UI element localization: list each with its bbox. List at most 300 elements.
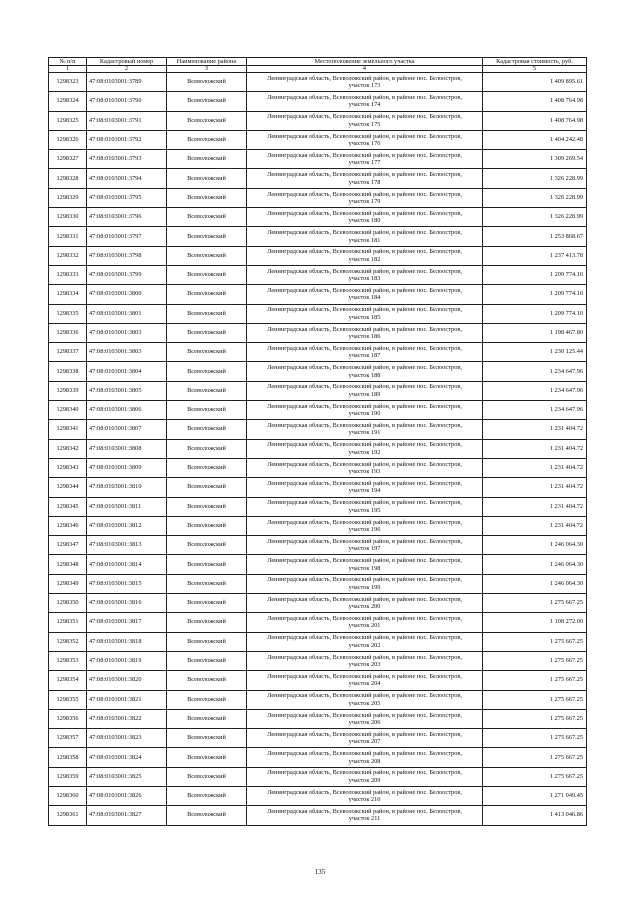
- location-address-text: Ленинградская область, Всеволожский район, в районе пос. Белоостров,: [267, 171, 462, 179]
- cadastral-number-cell: 47:08:0103001:3821: [87, 690, 167, 709]
- cadastral-cost-cell: 1 275 667.25: [483, 709, 587, 728]
- location-cell: [247, 478, 483, 497]
- location-cell: [247, 536, 483, 555]
- location-address-text: Ленинградская область, Всеволожский район, в районе пос. Белоостров,: [267, 460, 462, 468]
- district-cell: Всеволожский: [167, 709, 247, 728]
- location-cell: [247, 343, 483, 362]
- cadastral-cost-cell: 1 209 774.10: [483, 285, 587, 304]
- row-number-cell: 1298338: [49, 362, 87, 381]
- location-plot-text: участок 209: [348, 776, 381, 784]
- table-row: [49, 671, 587, 690]
- location-cell: [247, 304, 483, 323]
- district-cell: Всеволожский: [167, 420, 247, 439]
- table-row: [49, 208, 587, 227]
- cadastral-cost-cell: 1 231 404.72: [483, 497, 587, 516]
- location-address-text: Ленинградская область, Всеволожский район, в районе пос. Белоостров,: [267, 808, 462, 816]
- location-plot-text: участок 188: [348, 371, 381, 379]
- row-number-cell: 1298342: [49, 439, 87, 458]
- location-address-text: Ленинградская область, Всеволожский район, в районе пос. Белоостров,: [267, 306, 462, 314]
- location-address-text: Ленинградская область, Всеволожский район, в районе пос. Белоостров,: [267, 595, 462, 603]
- location-plot-text: участок 179: [348, 197, 381, 205]
- location-cell: [247, 574, 483, 593]
- location-address-text: Ленинградская область, Всеволожский район, в районе пос. Белоостров,: [267, 518, 462, 526]
- cadastral-cost-cell: 1 234 647.96: [483, 362, 587, 381]
- row-number-cell: 1298344: [49, 478, 87, 497]
- location-plot-text: участок 193: [348, 468, 381, 476]
- location-plot-text: участок 183: [348, 275, 381, 283]
- district-cell: Всеволожский: [167, 401, 247, 420]
- cadastral-number-cell: 47:08:0103001:3827: [87, 806, 167, 825]
- row-number-cell: 1298333: [49, 265, 87, 284]
- table-row: [49, 227, 587, 246]
- district-cell: Всеволожский: [167, 555, 247, 574]
- table-row: [49, 555, 587, 574]
- location-address-text: Ленинградская область, Всеволожский район, в районе пос. Белоостров,: [267, 576, 462, 584]
- location-plot-text: участок 186: [348, 333, 381, 340]
- location-plot-text: участок 211: [348, 815, 381, 823]
- location-cell: [247, 188, 483, 207]
- location-cell: [247, 748, 483, 767]
- location-plot-text: участок 203: [348, 661, 381, 669]
- cadastral-cost-cell: 1 246 064.30: [483, 536, 587, 555]
- location-address-text: Ленинградская область, Всеволожский район, в районе пос. Белоостров,: [267, 344, 462, 352]
- table-row: [49, 304, 587, 323]
- table-row: [49, 246, 587, 265]
- cadastral-number-cell: 47:08:0103001:3792: [87, 130, 167, 149]
- header-location: Местоположение земельного участка: [247, 58, 483, 66]
- cadastral-number-cell: 47:08:0103001:3799: [87, 265, 167, 284]
- location-address-text: Ленинградская область, Всеволожский район, в районе пос. Белоостров,: [267, 537, 462, 545]
- location-plot-text: участок 205: [348, 699, 381, 707]
- row-number-cell: 1298349: [49, 574, 87, 593]
- location-plot-text: участок 189: [348, 390, 381, 398]
- cadastral-number-cell: 47:08:0103001:3807: [87, 420, 167, 439]
- header-district: Наименование района: [167, 58, 247, 66]
- row-number-cell: 1298329: [49, 188, 87, 207]
- header-num: № п/п: [49, 58, 87, 66]
- location-plot-text: участок 184: [348, 294, 381, 302]
- cadastral-number-cell: 47:08:0103001:3791: [87, 111, 167, 130]
- location-cell: [247, 323, 483, 342]
- location-address-text: Ленинградская область, Всеволожский район, в районе пос. Белоостров,: [267, 692, 462, 700]
- location-address-text: Ленинградская область, Всеволожский район, в районе пос. Белоостров,: [267, 383, 462, 391]
- row-number-cell: 1298354: [49, 671, 87, 690]
- location-address-text: Ленинградская область, Всеволожский район, в районе пос. Белоостров,: [267, 287, 462, 294]
- location-address-text: Ленинградская область, Всеволожский район, в районе пос. Белоостров,: [267, 634, 462, 642]
- cadastral-cost-cell: 1 231 404.72: [483, 458, 587, 477]
- district-cell: Всеволожский: [167, 767, 247, 786]
- district-cell: Всеволожский: [167, 632, 247, 651]
- table-row: [49, 729, 587, 748]
- location-plot-text: участок 190: [348, 410, 381, 418]
- column-number: 5: [483, 66, 587, 73]
- cadastral-value-table: [48, 57, 587, 826]
- cadastral-number-cell: 47:08:0103001:3801: [87, 304, 167, 323]
- table-row: [49, 343, 587, 362]
- location-cell: [247, 246, 483, 265]
- cadastral-number-cell: 47:08:0103001:3824: [87, 748, 167, 767]
- cadastral-cost-cell: 1 231 404.72: [483, 420, 587, 439]
- cadastral-number-cell: 47:08:0103001:3816: [87, 594, 167, 613]
- cadastral-cost-cell: 1 275 667.25: [483, 729, 587, 748]
- row-number-cell: 1298357: [49, 729, 87, 748]
- cadastral-number-cell: 47:08:0103001:3822: [87, 709, 167, 728]
- cadastral-number-cell: 47:08:0103001:3825: [87, 767, 167, 786]
- location-cell: [247, 690, 483, 709]
- district-cell: Всеволожский: [167, 111, 247, 130]
- cadastral-cost-cell: 1 231 404.72: [483, 516, 587, 535]
- row-number-cell: 1298353: [49, 651, 87, 670]
- table-row: [49, 786, 587, 805]
- cadastral-number-cell: 47:08:0103001:3796: [87, 208, 167, 227]
- cadastral-cost-cell: 1 413 046.86: [483, 806, 587, 825]
- cadastral-number-cell: 47:08:0103001:3803: [87, 323, 167, 342]
- location-plot-text: участок 175: [348, 120, 381, 128]
- location-cell: [247, 613, 483, 632]
- district-cell: Всеволожский: [167, 478, 247, 497]
- row-number-cell: 1298330: [49, 208, 87, 227]
- header-cadastral-number: Кадастровый номер: [87, 58, 167, 66]
- table-row: [49, 169, 587, 188]
- cadastral-number-cell: 47:08:0103001:3817: [87, 613, 167, 632]
- cadastral-cost-cell: 1 309 269.54: [483, 150, 587, 169]
- district-cell: Всеволожский: [167, 516, 247, 535]
- location-cell: [247, 439, 483, 458]
- district-cell: Всеволожский: [167, 613, 247, 632]
- location-cell: [247, 401, 483, 420]
- cadastral-cost-cell: 1 326 228.99: [483, 188, 587, 207]
- location-address-text: Ленинградская область, Всеволожский район, в районе пос. Белоостров,: [267, 499, 462, 507]
- location-address-text: Ленинградская область, Всеволожский район, в районе пос. Белоостров,: [267, 190, 462, 198]
- column-number: 4: [247, 66, 483, 73]
- table-row: [49, 439, 587, 458]
- district-cell: Всеволожский: [167, 786, 247, 805]
- district-cell: Всеволожский: [167, 381, 247, 400]
- location-cell: [247, 150, 483, 169]
- district-cell: Всеволожский: [167, 594, 247, 613]
- location-plot-text: участок 199: [348, 583, 381, 591]
- location-address-text: Ленинградская область, Всеволожский район, в районе пос. Белоостров,: [267, 113, 462, 121]
- row-number-cell: 1298351: [49, 613, 87, 632]
- table-row: [49, 420, 587, 439]
- cadastral-cost-cell: 1 209 774.10: [483, 304, 587, 323]
- location-plot-text: участок 178: [348, 178, 381, 186]
- header-cadastral-cost: Кадастровая стоимость, руб.: [483, 58, 587, 66]
- location-cell: [247, 729, 483, 748]
- table-row: [49, 574, 587, 593]
- cadastral-number-cell: 47:08:0103001:3793: [87, 150, 167, 169]
- cadastral-cost-cell: 1 408 764.98: [483, 92, 587, 111]
- cadastral-cost-cell: 1 271 049.45: [483, 786, 587, 805]
- district-cell: Всеволожский: [167, 304, 247, 323]
- column-number-row: [49, 66, 587, 73]
- location-plot-text: участок 208: [348, 757, 381, 765]
- location-cell: [247, 555, 483, 574]
- district-cell: Всеволожский: [167, 188, 247, 207]
- cadastral-cost-cell: 1 275 667.25: [483, 651, 587, 670]
- location-plot-text: участок 180: [348, 217, 381, 225]
- district-cell: Всеволожский: [167, 169, 247, 188]
- cadastral-cost-cell: 1 230 125.44: [483, 343, 587, 362]
- district-cell: Всеволожский: [167, 265, 247, 284]
- cadastral-number-cell: 47:08:0103001:3798: [87, 246, 167, 265]
- table-row: [49, 458, 587, 477]
- cadastral-cost-cell: 1 231 404.72: [483, 439, 587, 458]
- row-number-cell: 1298325: [49, 111, 87, 130]
- cadastral-number-cell: 47:08:0103001:3809: [87, 458, 167, 477]
- location-address-text: Ленинградская область, Всеволожский район, в районе пос. Белоостров,: [267, 229, 462, 237]
- table-row: [49, 497, 587, 516]
- table-row: [49, 594, 587, 613]
- cadastral-cost-cell: 1 231 404.72: [483, 478, 587, 497]
- row-number-cell: 1298334: [49, 285, 87, 304]
- cadastral-cost-cell: 1 198 467.80: [483, 323, 587, 342]
- cadastral-cost-cell: 1 253 868.67: [483, 227, 587, 246]
- cadastral-cost-cell: 1 404 242.48: [483, 130, 587, 149]
- table-row: [49, 613, 587, 632]
- district-cell: Всеволожский: [167, 671, 247, 690]
- location-address-text: Ленинградская область, Всеволожский район, в районе пос. Белоостров,: [267, 788, 462, 796]
- cadastral-number-cell: 47:08:0103001:3812: [87, 516, 167, 535]
- location-address-text: Ленинградская область, Всеволожский район, в районе пос. Белоостров,: [267, 364, 462, 372]
- location-plot-text: участок 196: [348, 525, 381, 533]
- location-cell: [247, 381, 483, 400]
- location-plot-text: участок 197: [348, 545, 381, 553]
- district-cell: Всеволожский: [167, 651, 247, 670]
- location-address-text: Ленинградская область, Всеволожский район, в районе пос. Белоостров,: [267, 94, 462, 102]
- cadastral-number-cell: 47:08:0103001:3797: [87, 227, 167, 246]
- location-cell: [247, 169, 483, 188]
- cadastral-number-cell: 47:08:0103001:3795: [87, 188, 167, 207]
- row-number-cell: 1298332: [49, 246, 87, 265]
- row-number-cell: 1298343: [49, 458, 87, 477]
- location-plot-text: участок 192: [348, 448, 381, 456]
- location-plot-text: участок 202: [348, 641, 381, 649]
- row-number-cell: 1298326: [49, 130, 87, 149]
- location-plot-text: участок 204: [348, 680, 381, 688]
- row-number-cell: 1298347: [49, 536, 87, 555]
- location-plot-text: участок 210: [348, 796, 381, 804]
- table-row: [49, 767, 587, 786]
- location-address-text: Ленинградская область, Всеволожский район, в районе пос. Белоостров,: [267, 750, 462, 758]
- cadastral-number-cell: 47:08:0103001:3803: [87, 343, 167, 362]
- cadastral-number-cell: 47:08:0103001:3806: [87, 401, 167, 420]
- row-number-cell: 1298360: [49, 786, 87, 805]
- cadastral-cost-cell: 1 275 667.25: [483, 748, 587, 767]
- table-row: [49, 265, 587, 284]
- location-address-text: Ленинградская область, Всеволожский район, в районе пос. Белоостров,: [267, 769, 462, 777]
- location-address-text: Ленинградская область, Всеволожский район, в районе пос. Белоостров,: [267, 151, 462, 159]
- location-plot-text: участок 206: [348, 718, 381, 726]
- row-number-cell: 1298345: [49, 497, 87, 516]
- cadastral-cost-cell: 1 209 774.10: [483, 265, 587, 284]
- cadastral-cost-cell: 1 275 667.25: [483, 671, 587, 690]
- table-body: [49, 73, 587, 826]
- row-number-cell: 1298335: [49, 304, 87, 323]
- cadastral-cost-cell: 1 108 272.00: [483, 613, 587, 632]
- cadastral-number-cell: 47:08:0103001:3811: [87, 497, 167, 516]
- location-cell: [247, 651, 483, 670]
- location-cell: [247, 92, 483, 111]
- table-row: [49, 362, 587, 381]
- location-cell: [247, 362, 483, 381]
- row-number-cell: 1298323: [49, 73, 87, 92]
- district-cell: Всеволожский: [167, 439, 247, 458]
- row-number-cell: 1298339: [49, 381, 87, 400]
- district-cell: Всеволожский: [167, 458, 247, 477]
- location-cell: [247, 208, 483, 227]
- district-cell: Всеволожский: [167, 806, 247, 825]
- location-cell: [247, 806, 483, 825]
- location-address-text: Ленинградская область, Всеволожский район, в районе пос. Белоостров,: [267, 209, 462, 217]
- table-row: [49, 285, 587, 304]
- location-cell: [247, 420, 483, 439]
- table-row: [49, 150, 587, 169]
- row-number-cell: 1298359: [49, 767, 87, 786]
- row-number-cell: 1298361: [49, 806, 87, 825]
- cadastral-cost-cell: 1 409 895.61: [483, 73, 587, 92]
- cadastral-number-cell: 47:08:0103001:3808: [87, 439, 167, 458]
- district-cell: Всеволожский: [167, 130, 247, 149]
- district-cell: Всеволожский: [167, 208, 247, 227]
- cadastral-cost-cell: 1 408 764.98: [483, 111, 587, 130]
- location-cell: [247, 671, 483, 690]
- location-plot-text: участок 200: [348, 603, 381, 611]
- location-plot-text: участок 185: [348, 313, 381, 321]
- location-address-text: Ленинградская область, Всеволожский район, в районе пос. Белоостров,: [267, 479, 462, 487]
- table-row: [49, 92, 587, 111]
- district-cell: Всеволожский: [167, 73, 247, 92]
- table-header: [49, 58, 587, 73]
- table-row: [49, 536, 587, 555]
- table-row: [49, 651, 587, 670]
- location-cell: [247, 594, 483, 613]
- table-row: [49, 323, 587, 342]
- row-number-cell: 1298358: [49, 748, 87, 767]
- cadastral-number-cell: 47:08:0103001:3813: [87, 536, 167, 555]
- district-cell: Всеволожский: [167, 285, 247, 304]
- location-address-text: Ленинградская область, Всеволожский район, в районе пос. Белоостров,: [267, 402, 462, 410]
- district-cell: Всеволожский: [167, 497, 247, 516]
- page-number: 135: [314, 868, 326, 876]
- location-plot-text: участок 195: [348, 506, 381, 514]
- table-row: [49, 188, 587, 207]
- row-number-cell: 1298348: [49, 555, 87, 574]
- cadastral-cost-cell: 1 237 413.78: [483, 246, 587, 265]
- cadastral-number-cell: 47:08:0103001:3794: [87, 169, 167, 188]
- column-number: 3: [167, 66, 247, 73]
- location-plot-text: участок 191: [348, 429, 381, 437]
- location-plot-text: участок 173: [348, 82, 381, 90]
- table-row: [49, 690, 587, 709]
- location-cell: [247, 111, 483, 130]
- location-plot-text: участок 187: [348, 352, 381, 360]
- cadastral-cost-cell: 1 275 667.25: [483, 594, 587, 613]
- location-plot-text: участок 181: [348, 236, 381, 244]
- location-address-text: Ленинградская область, Всеволожский район, в районе пос. Белоостров,: [267, 267, 462, 275]
- table-row: [49, 73, 587, 92]
- row-number-cell: 1298352: [49, 632, 87, 651]
- location-address-text: Ленинградская область, Всеволожский район, в районе пос. Белоостров,: [267, 132, 462, 140]
- row-number-cell: 1298327: [49, 150, 87, 169]
- district-cell: Всеволожский: [167, 92, 247, 111]
- cadastral-cost-cell: 1 275 667.25: [483, 690, 587, 709]
- location-cell: [247, 265, 483, 284]
- district-cell: Всеволожский: [167, 690, 247, 709]
- location-address-text: Ленинградская область, Всеволожский район, в районе пос. Белоостров,: [267, 248, 462, 256]
- cadastral-cost-cell: 1 275 667.25: [483, 632, 587, 651]
- cadastral-number-cell: 47:08:0103001:3818: [87, 632, 167, 651]
- cadastral-cost-cell: 1 234 647.96: [483, 381, 587, 400]
- row-number-cell: 1298346: [49, 516, 87, 535]
- location-cell: [247, 516, 483, 535]
- row-number-cell: 1298337: [49, 343, 87, 362]
- header-row: [49, 58, 587, 66]
- location-cell: [247, 285, 483, 304]
- cadastral-cost-cell: 1 326 228.99: [483, 208, 587, 227]
- cadastral-cost-cell: 1 326 228.99: [483, 169, 587, 188]
- row-number-cell: 1298355: [49, 690, 87, 709]
- location-plot-text: участок 207: [348, 738, 381, 746]
- table-row: [49, 111, 587, 130]
- location-address-text: Ленинградская область, Всеволожский район, в районе пос. Белоостров,: [267, 711, 462, 719]
- row-number-cell: 1298331: [49, 227, 87, 246]
- location-plot-text: участок 201: [348, 622, 381, 630]
- cadastral-cost-cell: 1 246 064.30: [483, 555, 587, 574]
- district-cell: Всеволожский: [167, 574, 247, 593]
- district-cell: Всеволожский: [167, 748, 247, 767]
- row-number-cell: 1298340: [49, 401, 87, 420]
- location-address-text: Ленинградская область, Всеволожский район, в районе пос. Белоостров,: [267, 615, 462, 623]
- location-cell: [247, 130, 483, 149]
- table-row: [49, 806, 587, 825]
- location-address-text: Ленинградская область, Всеволожский район, в районе пос. Белоостров,: [267, 74, 462, 82]
- location-cell: [247, 786, 483, 805]
- row-number-cell: 1298336: [49, 323, 87, 342]
- location-plot-text: участок 182: [348, 255, 381, 263]
- cadastral-number-cell: 47:08:0103001:3805: [87, 381, 167, 400]
- location-cell: [247, 73, 483, 92]
- location-cell: [247, 632, 483, 651]
- table-row: [49, 130, 587, 149]
- cadastral-cost-cell: 1 234 647.96: [483, 401, 587, 420]
- district-cell: Всеволожский: [167, 246, 247, 265]
- location-address-text: Ленинградская область, Всеволожский район, в районе пос. Белоостров,: [267, 653, 462, 661]
- location-plot-text: участок 177: [348, 159, 381, 167]
- location-address-text: Ленинградская область, Всеволожский район, в районе пос. Белоостров,: [267, 325, 462, 333]
- row-number-cell: 1298328: [49, 169, 87, 188]
- cadastral-number-cell: 47:08:0103001:3815: [87, 574, 167, 593]
- row-number-cell: 1298356: [49, 709, 87, 728]
- district-cell: Всеволожский: [167, 343, 247, 362]
- location-cell: [247, 458, 483, 477]
- location-plot-text: участок 174: [348, 101, 381, 109]
- table-row: [49, 401, 587, 420]
- cadastral-number-cell: 47:08:0103001:3789: [87, 73, 167, 92]
- table-row: [49, 632, 587, 651]
- location-address-text: Ленинградская область, Всеволожский район, в районе пос. Белоостров,: [267, 557, 462, 565]
- location-address-text: Ленинградская область, Всеволожский район, в районе пос. Белоостров,: [267, 672, 462, 680]
- column-number: 2: [87, 66, 167, 73]
- district-cell: Всеволожский: [167, 362, 247, 381]
- district-cell: Всеволожский: [167, 227, 247, 246]
- table-row: [49, 709, 587, 728]
- location-cell: [247, 709, 483, 728]
- location-plot-text: участок 194: [348, 487, 381, 495]
- location-address-text: Ленинградская область, Всеволожский район, в районе пос. Белоостров,: [267, 441, 462, 449]
- cadastral-number-cell: 47:08:0103001:3804: [87, 362, 167, 381]
- cadastral-cost-cell: 1 275 667.25: [483, 767, 587, 786]
